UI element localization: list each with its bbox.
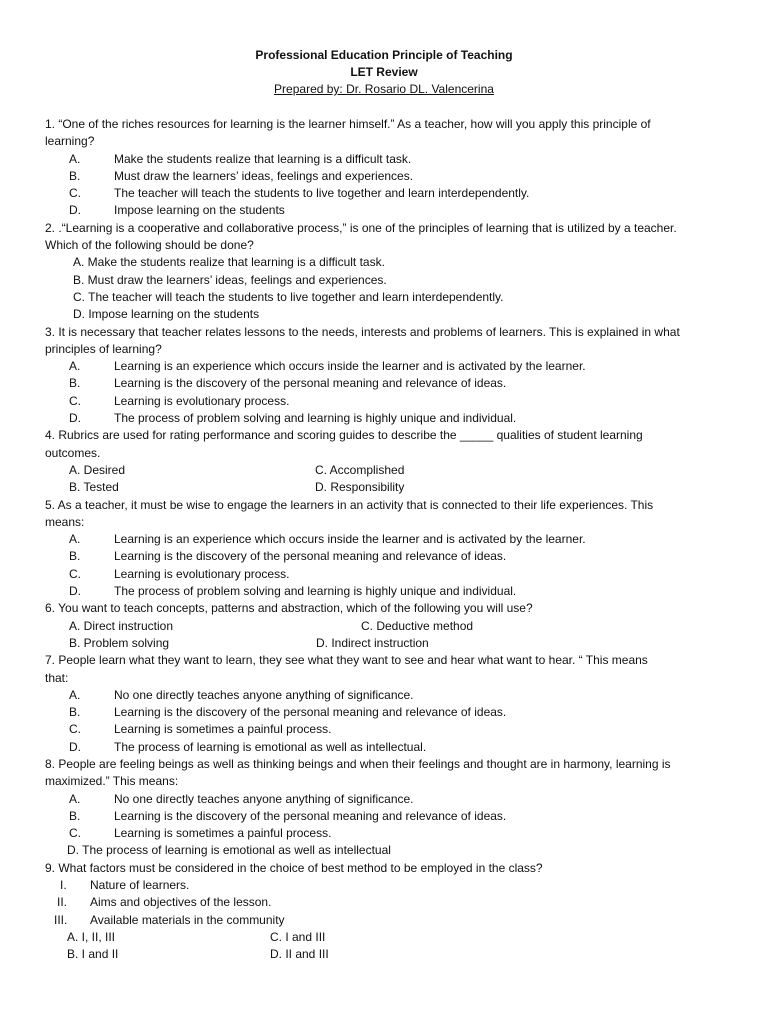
factor-label: II. [57,895,68,910]
option-text: Learning is the discovery of the personal meaning and relevance of ideas. [114,808,507,823]
option-label: D. [69,203,81,218]
option-c [69,825,725,842]
option-b: B. I and II [67,947,119,962]
option-text: No one directly teaches anyone anything of significance. [114,687,414,702]
option-label: C. [69,722,81,737]
option-d: D. The process of learning is emotional as well as intellectual [67,843,391,858]
option-label: A. [69,359,81,374]
option-label: A. [69,687,81,702]
option-text: The process of problem solving and learning is highly unique and individual. [114,584,517,599]
option-text: The teacher will teach the students to live together and learn interdependently. [114,186,530,201]
option-c: C. The teacher will teach the students to live together and learn interdependently. [73,289,504,304]
option-text: Learning is the discovery of the personal meaning and relevance of ideas. [114,705,507,720]
option-label: D. [69,584,81,599]
question-text: 1. “One of the riches resources for learning is the learner himself.” As a teacher, how will you apply this principle of [45,117,651,131]
option-text: The process of problem solving and learning is highly unique and individual. [114,411,517,426]
option-c [69,185,725,202]
option-a [69,358,725,375]
option-b [69,548,725,565]
document-header [0,47,768,98]
question-text: 4. Rubrics are used for rating performance and scoring guides to describe the _____ qualities of student learning [45,428,643,443]
option-a: A. Desired [69,462,126,477]
option-a [69,791,725,808]
option-label: C. [69,826,81,841]
option-text: Must draw the learners’ ideas, feelings and experiences. [114,168,414,183]
option-d: D. Impose learning on the students [73,307,260,322]
option-label: B. [69,168,81,183]
option-label: B. [69,549,81,564]
option-d [69,739,725,756]
option-c [69,393,725,410]
option-label: C. [69,186,81,201]
option-b [69,704,725,721]
question-text: 3. It is necessary that teacher relates lessons to the needs, interests and problems of learners. This is explained in what [45,324,680,339]
option-text: Make the students realize that learning is a difficult task. [114,151,412,166]
prepared-by: Prepared by: Dr. Rosario DL. Valencerina [274,82,494,96]
option-text: Learning is an experience which occurs inside the learner and is activated by the learner. [114,359,586,374]
question-3 [45,324,725,428]
option-label: A. [69,532,81,547]
question-6 [45,600,725,652]
factor-text: Available materials in the community [90,912,285,927]
option-label: A. [69,791,81,806]
question-text: means: [45,514,85,529]
factor-1 [45,877,725,894]
option-text: Impose learning on the students [114,203,285,218]
option-d: D. Responsibility [315,480,405,495]
option-a: A. Direct instruction [69,618,174,633]
option-text: Learning is an experience which occurs inside the learner and is activated by the learner. [114,532,586,547]
option-text: No one directly teaches anyone anything of significance. [114,791,414,806]
option-text: Learning is evolutionary process. [114,566,290,581]
option-c: C. Deductive method [361,618,474,633]
option-row [45,946,725,963]
option-text: Learning is sometimes a painful process. [114,826,332,841]
question-2 [45,220,725,324]
question-4 [45,427,725,496]
option-a [69,687,725,704]
question-7 [45,652,725,756]
option-row [45,618,725,635]
document-title: Professional Education Principle of Teaching [255,48,513,62]
option-b: B. Tested [69,480,119,495]
option-b: B. Problem solving [69,635,170,650]
option-label: B. [69,376,81,391]
question-text: outcomes. [45,445,101,460]
option-label: C. [69,393,81,408]
option-label: B. [69,705,81,720]
option-row [45,635,725,652]
question-text: that: [45,670,69,685]
option-a: A. Make the students realize that learning is a difficult task. [73,255,385,270]
factor-text: Nature of learners. [90,878,190,893]
question-text: 2. .“Learning is a cooperative and collaborative process,” is one of the principles of learning that is utilized by a teacher. [45,220,677,235]
option-text: Learning is sometimes a painful process. [114,722,332,737]
option-b [69,168,725,185]
factor-2 [45,894,725,911]
option-d [69,583,725,600]
factor-3 [45,912,725,929]
option-text: The process of learning is emotional as well as intellectual. [114,739,427,754]
question-9 [45,860,725,964]
question-1 [45,116,725,220]
factor-label: I. [60,878,67,893]
question-text: Which of the following should be done? [45,238,254,253]
option-text: Learning is the discovery of the personal meaning and relevance of ideas. [114,549,507,564]
option-a: A. I, II, III [67,929,116,944]
question-text: 8. People are feeling beings as well as thinking beings and when their feelings and thought are in harmony, learning is [45,756,671,771]
question-text: maximized.” This means: [45,774,179,789]
option-c [69,566,725,583]
option-row [45,462,725,479]
option-b [69,375,725,392]
document-subtitle: LET Review [350,65,418,79]
question-text: principles of learning? [45,341,162,356]
option-c: C. I and III [270,929,326,944]
option-d [69,202,725,219]
question-text: 5. As a teacher, it must be wise to engage the learners in an activity that is connected to their life experiences. This [45,497,654,512]
option-d [69,410,725,427]
factor-text: Aims and objectives of the lesson. [90,895,272,910]
option-row [45,479,725,496]
option-row [45,929,725,946]
question-text: 7. People learn what they want to learn, they see what they want to see and hear what want to hear. “ This means [45,653,648,668]
question-text: learning? [45,134,95,149]
option-label: D. [69,411,81,426]
option-b [69,808,725,825]
question-8 [45,756,725,860]
factor-label: III. [54,912,68,927]
option-label: B. [69,808,81,823]
option-text: Learning is evolutionary process. [114,393,290,408]
option-label: D. [69,739,81,754]
option-text: Learning is the discovery of the personal meaning and relevance of ideas. [114,376,507,391]
question-text: 9. What factors must be considered in the choice of best method to be employed in the class? [45,860,543,875]
option-a [69,151,725,168]
question-text: 6. You want to teach concepts, patterns and abstraction, which of the following you will use? [45,601,533,616]
option-label: A. [69,151,81,166]
option-c: C. Accomplished [315,462,405,477]
option-a [69,531,725,548]
option-label: C. [69,566,81,581]
option-d: D. II and III [270,947,329,962]
question-5 [45,497,725,601]
option-d: D. Indirect instruction [316,635,429,650]
option-b: B. Must draw the learners’ ideas, feelings and experiences. [73,272,387,287]
question-list [45,116,725,964]
option-c [69,721,725,738]
